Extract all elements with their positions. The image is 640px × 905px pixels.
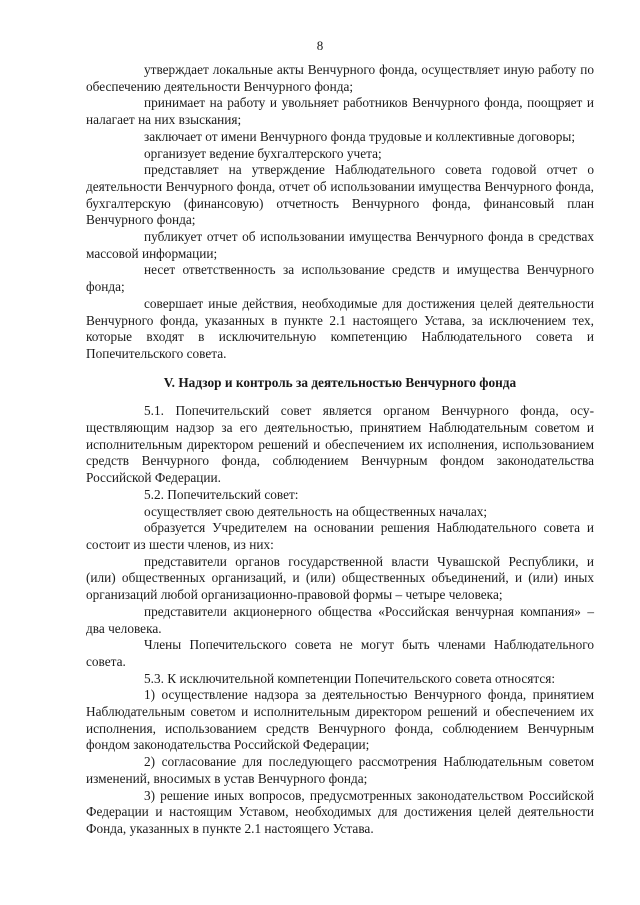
paragraph-5-3: 5.3. К исключительной компетенции Попечительского совета относятся:	[144, 670, 556, 686]
list-item: утверждает локальные акты Венчурного фонда, осуществляет иную работу по обеспечению деятельности Венчурного фонда;	[86, 62, 594, 94]
spacer	[86, 363, 594, 375]
list-item: принимает на работу и увольняет работников Венчурного фонда, поощряет и налагает на них взыскания;	[86, 95, 594, 128]
list-item: несет ответственность за использование средств и имущества Венчурного фонда;	[86, 262, 594, 295]
list-item: публикует отчет об использовании имущества Венчурного фонда в средствах массовой информации;	[86, 229, 594, 261]
page-content	[86, 62, 594, 838]
list-item: осуществляет свою деятельность на общественных началах;	[144, 503, 488, 519]
list-item: образуется Учредителем на основании решения Наблюдательного совета и состоит из шести членов, из них:	[86, 520, 594, 552]
list-item: 3) решение иных вопросов, предусмотренных законодательством Российской Федерации и настоящим Уставом, необходимых для достижения целей деятельности Фонда, указанных в пункте 2.1 настоящего Устава.	[86, 787, 594, 836]
paragraph-5-1: 5.1. Попечительский совет является органом Венчурного фонда, осуществляющим надзор за его деятельностью, принятием Наблюдательным советом и исполнительным директором решений и обеспечением их исполнения, использованием средств Венчурного фонда, соблюдением Венчурным фондом законодательства Российской Федерации.	[86, 403, 594, 486]
list-item: 2) согласование для последующего рассмотрения Наблюдательным советом изменений, вносимых в устав Венчурного фонда;	[86, 754, 594, 786]
paragraph-5-2: 5.2. Попечительский совет:	[144, 486, 299, 502]
list-item: 1) осуществление надзора за деятельностью Венчурного фонда, принятием Наблюдательным советом и исполнительным директором решений и обеспечением их исполнения, использованием средств Венчурного фонда, соблюдением Венчурным фондом законодательства Российской Федерации;	[86, 687, 594, 753]
list-item: представители акционерного общества «Российская венчурная компания» – два человека.	[86, 603, 594, 636]
page-number: 8	[316, 38, 324, 53]
list-item: представители органов государственной власти Чувашской Республики, и (или) общественных организаций, и (или) общественных объединений, и (или) иных организаций любой организационно-правовой формы – четыре человека;	[86, 553, 594, 603]
paragraph: Члены Попечительского совета не могут быть членами Наблюдательного совета.	[86, 637, 594, 669]
list-item: организует ведение бухгалтерского учета;	[144, 145, 382, 161]
list-item: заключает от имени Венчурного фонда трудовые и коллективные договоры;	[144, 128, 576, 144]
list-item: совершает иные действия, необходимые для достижения целей деятельности Венчурного фонда, указанных в пункте 2.1 настоящего Устава, за исключением тех, которые входят в исключительную компетенцию Наблюдательного совета и Попечительского совета.	[86, 295, 594, 361]
section-heading: V. Надзор и контроль за деятельностью Венчурного фонда	[163, 374, 517, 390]
list-item: представляет на утверждение Наблюдательного совета годовой отчет о деятельности Венчурного фонда, отчет об использовании имущества Венчурного фонда, бухгалтерскую (финансовую) отчетность Венчурного фонда, финансовый план Венчурного фонда;	[86, 162, 594, 228]
